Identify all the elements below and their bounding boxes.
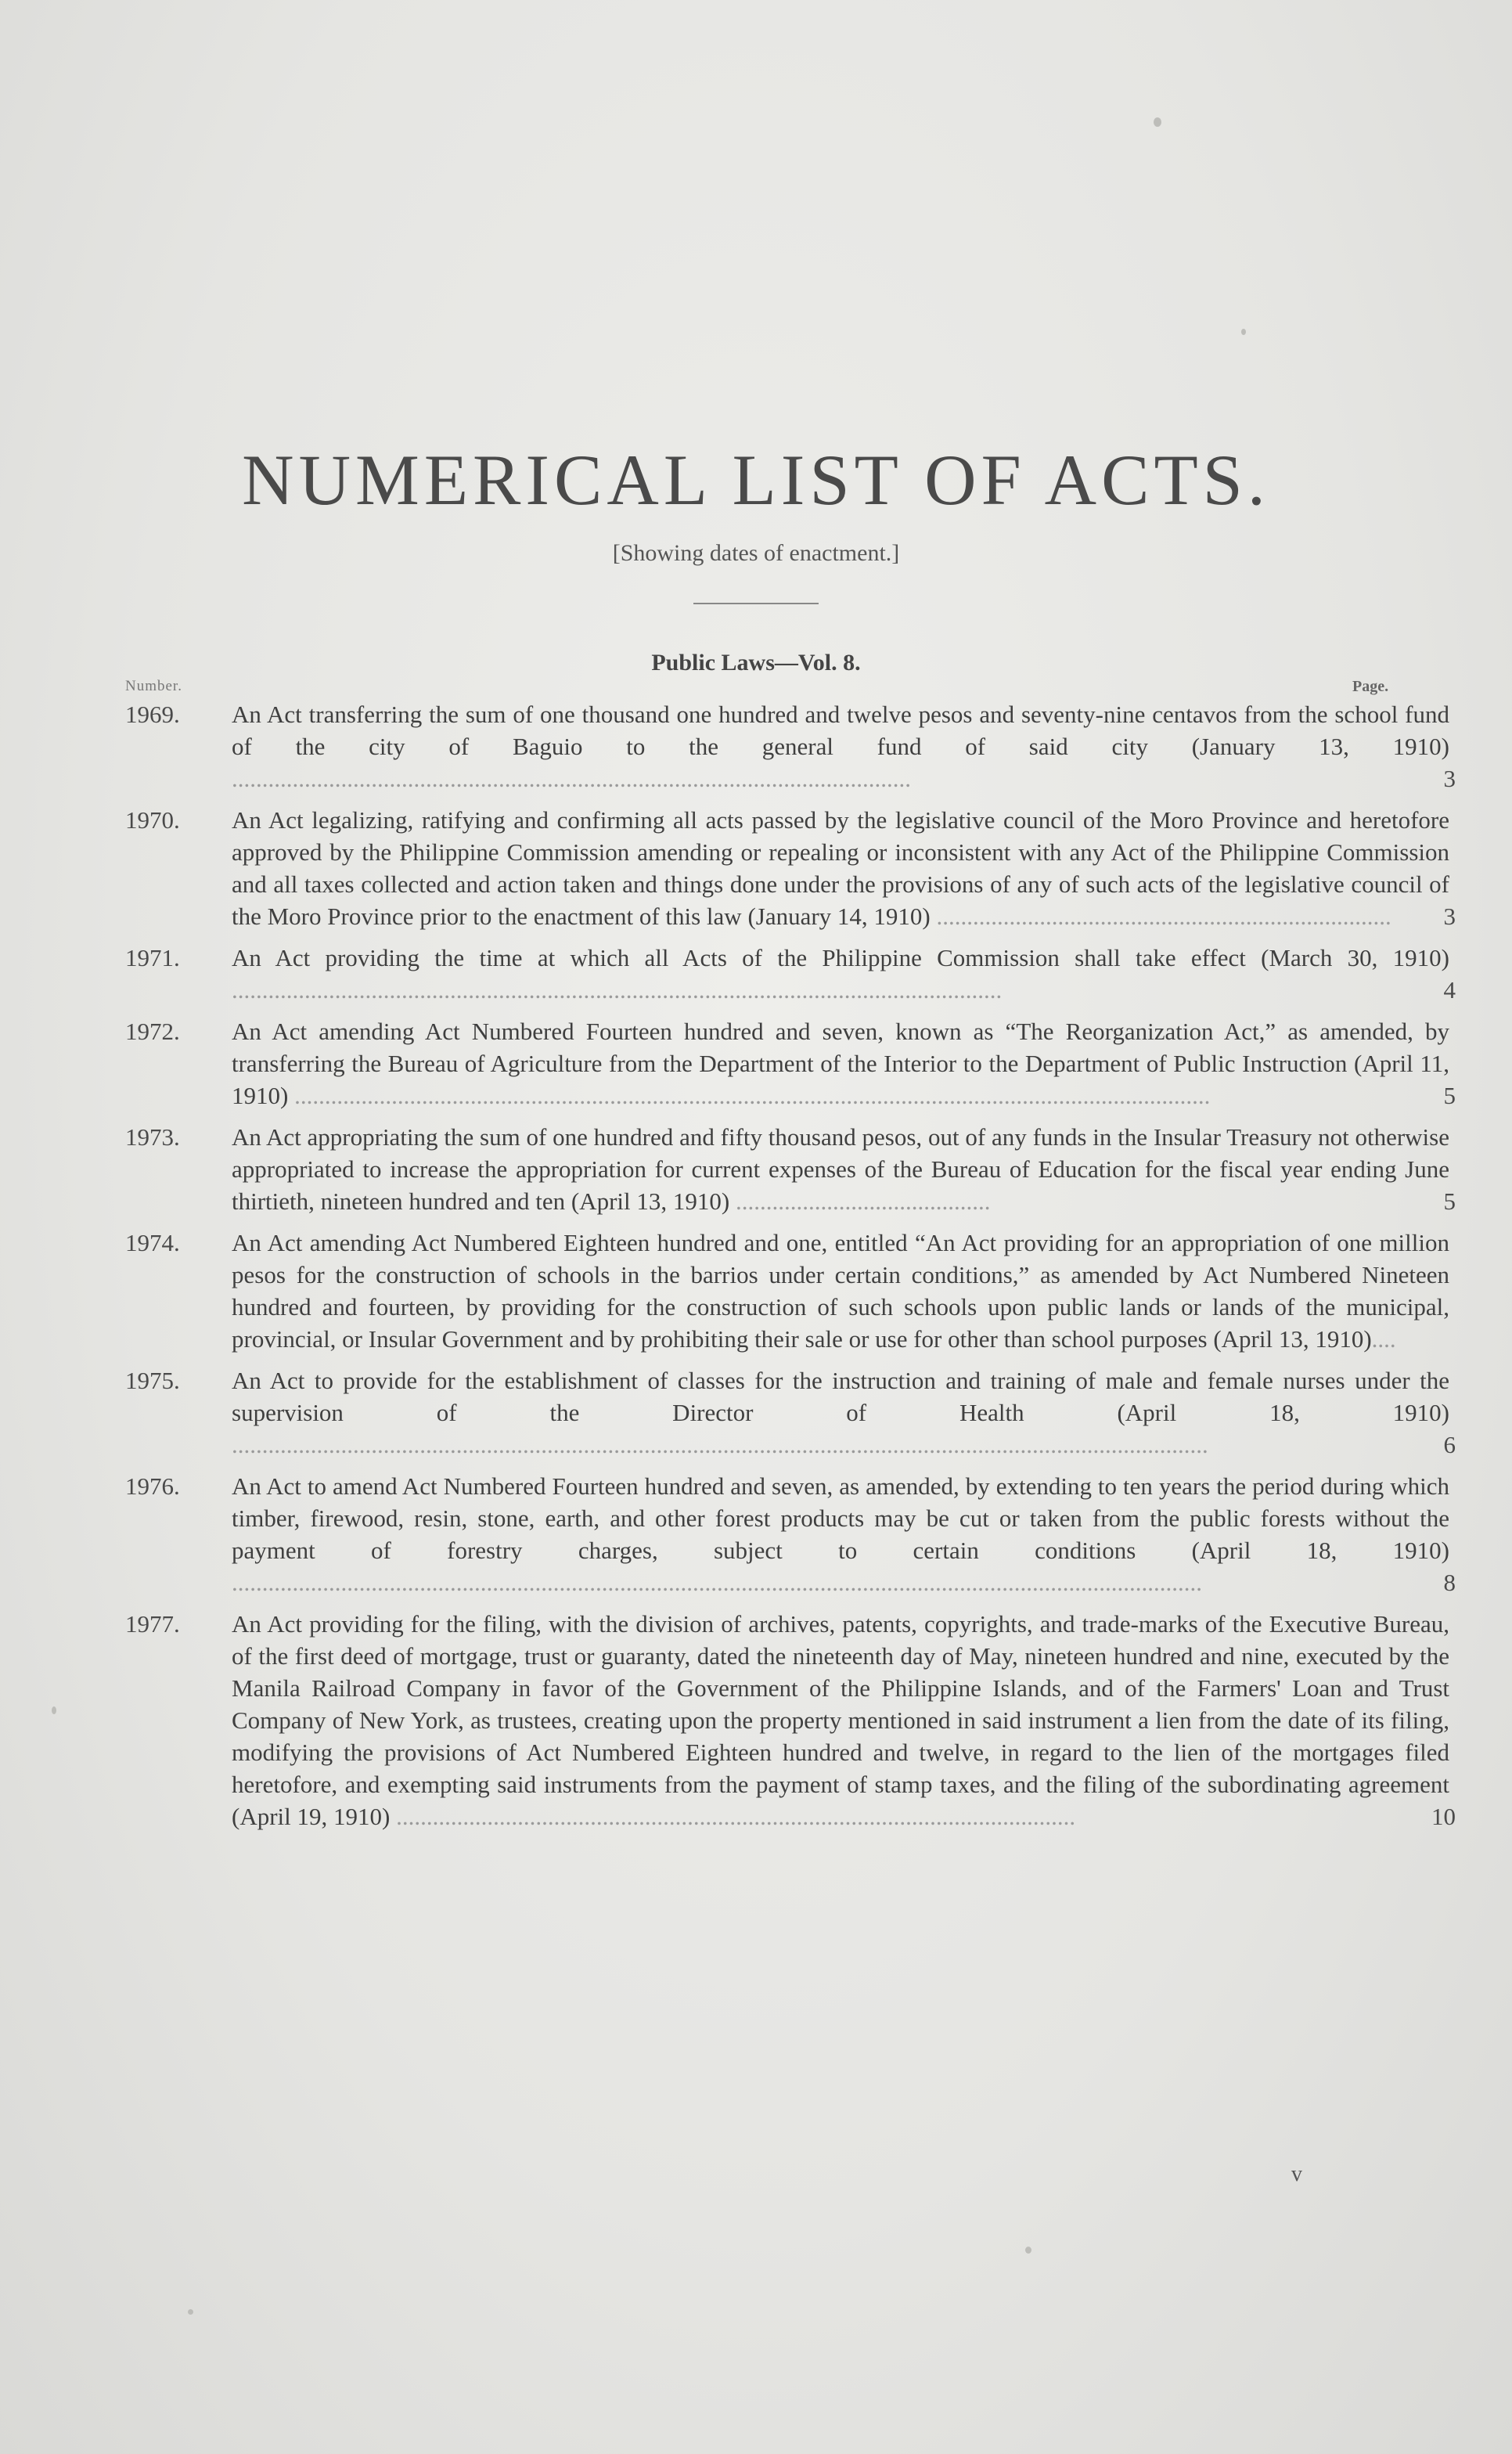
act-description	[232, 1608, 1449, 1832]
folio-number: v	[1291, 2162, 1302, 2186]
page-number: 4	[1443, 976, 1456, 1004]
dot-leader: ................................................................................................................	[390, 1803, 1076, 1830]
dot-leader: .......................................................................................................................................................	[288, 1082, 1211, 1109]
page-number: 3	[1443, 903, 1456, 930]
act-number: 1971.	[125, 944, 180, 971]
act-text: An Act appropriating the sum of one hundred and fifty thousand pesos, out of any funds in the Insular Treasury not otherwise appropriated to increase the appropriation for current expenses of the Bureau of Education for the fiscal year ending June thirtieth, nineteen hundred and ten (April 13, 1910)	[232, 1123, 1449, 1215]
act-number: 1977.	[125, 1610, 180, 1638]
act-description	[232, 942, 1449, 1006]
act-description	[232, 1470, 1449, 1598]
act-description	[232, 1364, 1449, 1461]
page-title: NUMERICAL LIST OF ACTS.	[242, 440, 1270, 520]
act-text: An Act transferring the sum of one thousand one hundred and twelve pesos and seventy-nine centavos from the school fund of the city of Baguio to the general fund of said city (January 13, 1910)	[232, 701, 1449, 760]
dot-leader: ................................................................................................................................................................	[232, 1569, 1202, 1596]
volume-heading: Public Laws—Vol. 8.	[651, 650, 861, 676]
act-description	[232, 1121, 1449, 1217]
act-number: 1974.	[125, 1229, 180, 1256]
list-item	[125, 1364, 1456, 1461]
page-column-heading: Page.	[1352, 678, 1389, 695]
act-description	[232, 1227, 1449, 1355]
page-number: 8	[1443, 1569, 1456, 1596]
page-subtitle: [Showing dates of enactment.]	[612, 540, 900, 566]
list-item	[125, 1608, 1456, 1832]
page-number: 10	[1431, 1803, 1456, 1830]
act-number: 1972.	[125, 1018, 180, 1045]
dot-leader: ..........................................	[729, 1187, 991, 1215]
act-number: 1969.	[125, 701, 180, 728]
list-item	[125, 1015, 1456, 1112]
dot-leader: ...............................................................................................................................	[232, 976, 1003, 1004]
acts-list	[125, 698, 1456, 1842]
dot-leader: ....	[1371, 1325, 1396, 1353]
list-item	[125, 1470, 1456, 1598]
paper-speck	[1025, 2247, 1031, 2254]
list-item	[125, 1121, 1456, 1217]
title-divider	[693, 603, 819, 604]
act-description	[232, 804, 1449, 932]
act-number: 1976.	[125, 1472, 180, 1500]
page-number: 5	[1443, 1082, 1456, 1109]
number-column-heading: Number.	[125, 678, 182, 694]
page-number: 6	[1443, 1431, 1456, 1458]
act-text: An Act amending Act Numbered Fourteen hundred and seven, known as “The Reorganization Act,” as amended, by transferring the Bureau of Agriculture from the Department of the Interior to the Department of Public Instruction (April 11, 1910)	[232, 1018, 1449, 1109]
act-text: An Act amending Act Numbered Eighteen hundred and one, entitled “An Act providing for an appropriation of one million pesos for the construction of schools in the barrios under certain conditions,” as amended by Act Numbered Nineteen hundred and fourteen, by providing for the construction of such schools upon public lands or lands of the municipal, provincial, or Insular Government and by prohibiting their sale or use for other than school purposes (April 13, 1910)	[232, 1229, 1449, 1353]
list-item	[125, 698, 1456, 795]
list-item	[125, 1227, 1449, 1355]
act-number: 1975.	[125, 1367, 180, 1394]
list-item	[125, 804, 1456, 932]
page-number: 5	[1443, 1187, 1456, 1215]
act-text: An Act to amend Act Numbered Fourteen hundred and seven, as amended, by extending to ten years the period during which timber, firewood, resin, stone, earth, and other forest products may be cut or taken from the public forests without the payment of forestry charges, subject to certain conditions (April 18, 1910)	[232, 1472, 1449, 1564]
dot-leader: ...........................................................................	[930, 903, 1391, 930]
act-number: 1973.	[125, 1123, 180, 1151]
paper-speck	[52, 1706, 56, 1714]
paper-speck	[1154, 117, 1161, 127]
dot-leader: .................................................................................................................................................................	[232, 1431, 1208, 1458]
act-text: An Act legalizing, ratifying and confirming all acts passed by the legislative council of the Moro Province and heretofore approved by the Philippine Commission amending or repealing or inconsistent with any Act of the Philippine Commission and all taxes collected and action taken and things done under the provisions of any of such acts of the legislative council of the Moro Province prior to the enactment of this law (January 14, 1910)	[232, 806, 1449, 930]
paper-speck	[188, 2309, 193, 2315]
act-text: An Act providing the time at which all Acts of the Philippine Commission shall take effect (March 30, 1910)	[232, 944, 1449, 971]
act-description	[232, 1015, 1449, 1112]
act-text: An Act providing for the filing, with the division of archives, patents, copyrights, and trade-marks of the Executive Bureau, of the first deed of mortgage, trust or guaranty, dated the nineteenth day of May, nineteen hundred and nine, executed by the Manila Railroad Company in favor of the Government of the Philippine Islands, and of the Farmers' Loan and Trust Company of New York, as trustees, creating upon the property mentioned in said instrument a lien from the date of its filing, modifying the provisions of Act Numbered Eighteen hundred and twelve, in regard to the lien of the mortgages filed heretofore, and exempting said instruments from the payment of stamp taxes, and the filing of the subordinating agreement (April 19, 1910)	[232, 1610, 1449, 1830]
list-item	[125, 942, 1456, 1006]
dot-leader: ................................................................................................................	[232, 765, 911, 792]
paper-speck	[1241, 329, 1246, 335]
act-text: An Act to provide for the establishment of classes for the instruction and training of male and female nurses under the supervision of the Director of Health (April 18, 1910)	[232, 1367, 1449, 1426]
page-number: 3	[1443, 765, 1456, 792]
act-number: 1970.	[125, 806, 180, 834]
act-description	[232, 698, 1449, 795]
